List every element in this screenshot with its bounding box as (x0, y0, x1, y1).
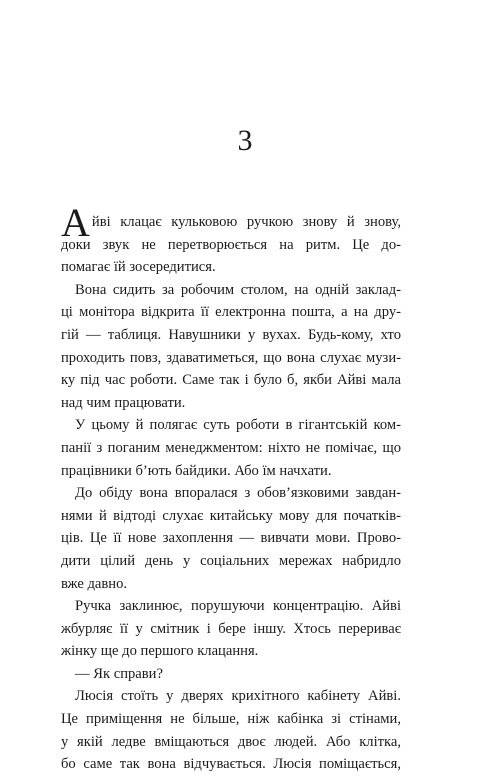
text-line: ців. Це її нове захоплення — вивчати мови. Прово- (61, 530, 401, 547)
text-line: До обіду вона впоралася з обов’язковими завдан- (75, 485, 401, 502)
text-line: йві клацає кульковою ручкою знову й знову, (91, 214, 401, 230)
text-line: ку під час роботи. Саме так і було б, якби Айві мала (61, 372, 401, 389)
text-line: працівники б’ють байдики. Або їм начхати. (61, 462, 332, 479)
text-line: Ручка заклинює, порушуючи концентрацію. Айві (75, 598, 401, 615)
drop-cap-letter: А (61, 199, 90, 245)
chapter-number: 3 (237, 124, 253, 157)
text-line: У цьому й полягає суть роботи в гігантській ком- (75, 417, 401, 434)
text-line: нями й відтоді слухає китайську мову для початків- (61, 507, 401, 524)
text-line: жбурляє її у смітник і бере іншу. Хтось перериває (61, 620, 401, 637)
text-line: гій — таблиця. Навушники у вухах. Будь-кому, хто (61, 326, 401, 343)
text-line: панії з поганим менеджментом: ніхто не помічає, що (61, 439, 401, 456)
text-line: проходить повз, здаватиметься, що вона слухає музи- (61, 349, 401, 366)
text-line: бо саме так вона відчувається. Люсія поміщається, (61, 756, 401, 773)
text-line: дити цілий день у соціальних мережах набридло (61, 552, 401, 569)
text-line: Люсія стоїть у дверях крихітного кабінету Айві. (75, 688, 401, 705)
text-line: доки звук не перетворюється на ритм. Це до- (61, 236, 401, 253)
text-line: помагає їй зосередитися. (61, 259, 216, 276)
text-line: жінку ще до першого клацання. (61, 643, 259, 660)
text-line: Вона сидить за робочим столом, на одній заклад- (75, 281, 401, 298)
dialogue-line: — Як справи? (75, 665, 163, 682)
text-line: ці монітора відкрита її електронна пошта, а на дру- (61, 304, 401, 321)
text-line: над чим працювати. (61, 394, 186, 411)
chapter-body-text (61, 199, 401, 776)
text-line: Це приміщення не більше, ніж кабінка зі стінами, (61, 711, 401, 728)
text-line: у якій ледве вміщаються двоє людей. Або клітка, (61, 733, 401, 750)
text-line: вже давно. (61, 575, 128, 592)
